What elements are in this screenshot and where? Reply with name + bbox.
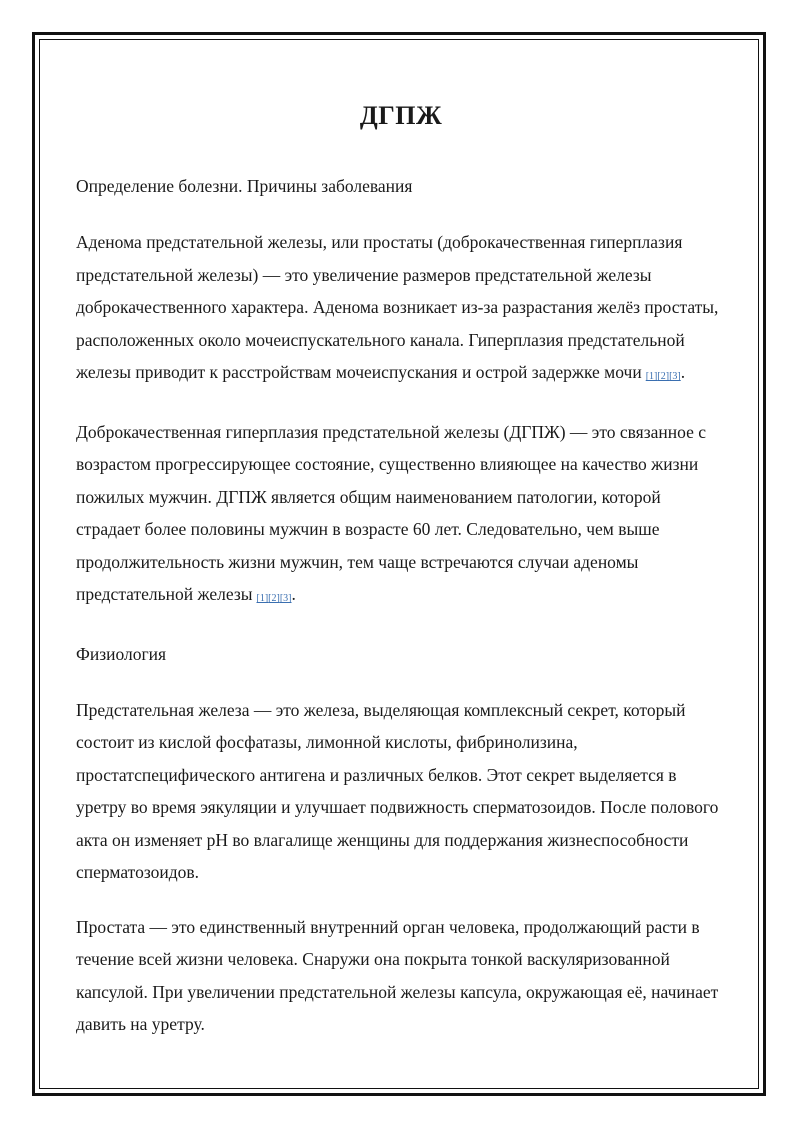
reference-links (646, 371, 681, 382)
reference-links (257, 593, 292, 604)
reference-link-3[interactable]: [3] (279, 593, 292, 604)
paragraph-adenoma-definition (76, 226, 726, 394)
paragraph-prostate-growth: Простата — это единственный внутренний орган человека, продолжающий расти в течение всей жизни человека. Снаружи она покрыта тонкой васкуляризованной капсулой. При увеличении предстательной железы капсула, окружающая её, начинает давить на уретру. (76, 916, 719, 1034)
paragraph-text: Доброкачественная гиперплазия предстательной железы (ДГПЖ) — это связанное с возрастом прогрессирующее состояние, существенно влияющее на качество жизни пожилых мужчин. ДГПЖ является общим наименованием патологии, которой страдает более половины мужчин в возрасте 60 лет. Следовательно, чем выше продолжительность жизни мужчин, тем чаще встречаются случаи аденомы предстательной железы (76, 421, 706, 604)
reference-link-3[interactable]: [3] (669, 371, 681, 382)
section-heading-definition: Определение болезни. Причины заболевания (76, 176, 413, 196)
paragraph-end-punctuation: . (291, 584, 296, 604)
reference-link-2[interactable]: [2] (268, 593, 280, 604)
reference-link-1[interactable]: [1] (256, 593, 269, 604)
paragraph-prostate-secretion: Предстательная железа — это железа, выделяющая комплексный секрет, который состоит из кислой фосфатазы, лимонной кислоты, фибринолизина, простатспецифического антигена и различных белков. Этот секрет выделяется в уретру во время эякуляции и улучшает подвижность сперматозоидов. После полового акта он изменяет pH во влагалище женщины для поддержания жизнеспособности сперматозоидов. (76, 699, 719, 882)
section-heading-physiology: Физиология (76, 643, 167, 664)
paragraph-end-punctuation: . (680, 362, 686, 382)
reference-link-1[interactable]: [1] (645, 371, 658, 382)
document-body (76, 96, 726, 1063)
reference-link-2[interactable]: [2] (657, 371, 670, 382)
document-title: ДГПЖ (359, 101, 443, 130)
paragraph-text: Аденома предстательной железы, или простаты (доброкачественная гиперплазия предстательной железы) — это увеличение размеров предстательной железы доброкачественного характера. Аденома возникает из-за разрастания желёз простаты, расположенных около мочеиспускательного канала. Гиперплазия предстательной железы приводит к расстройствам мочеиспускания и острой задержке мочи (76, 232, 719, 382)
paragraph-bph-prevalence (76, 416, 726, 616)
